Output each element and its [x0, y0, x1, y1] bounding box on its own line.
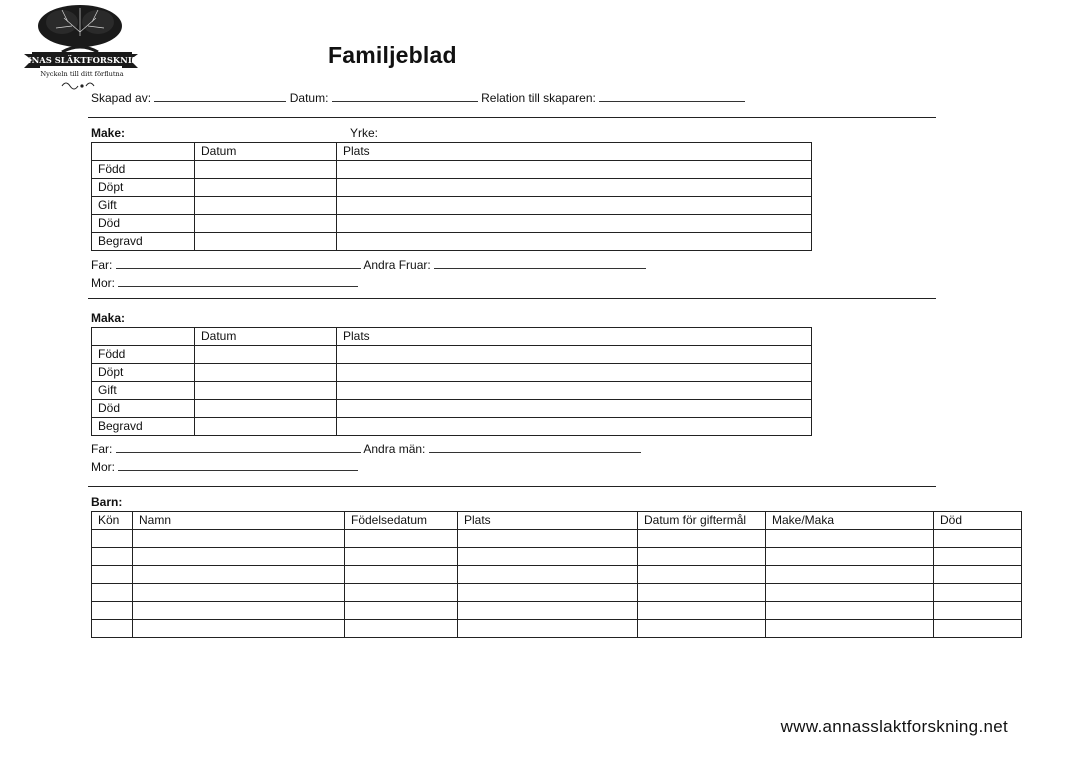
- created-by-field[interactable]: [154, 90, 286, 102]
- row-label: Död: [92, 400, 195, 418]
- place-cell[interactable]: [337, 215, 812, 233]
- table-header-row: [92, 143, 812, 161]
- column-header-kon: Kön: [92, 512, 133, 530]
- column-header-make-maka: Make/Maka: [766, 512, 934, 530]
- cell[interactable]: [934, 566, 1022, 584]
- date-cell[interactable]: [195, 161, 337, 179]
- cell[interactable]: [345, 620, 458, 638]
- cell[interactable]: [458, 548, 638, 566]
- table-row: [92, 620, 1022, 638]
- cell[interactable]: [133, 566, 345, 584]
- logo-name: ANNAS SLÄKTFORSKNING: [22, 55, 142, 65]
- tree-icon: [22, 2, 142, 94]
- cell[interactable]: [638, 548, 766, 566]
- place-cell[interactable]: [337, 161, 812, 179]
- table-row: [92, 566, 1022, 584]
- table-row: [92, 382, 812, 400]
- column-header-plats: Plats: [337, 143, 812, 161]
- table-row: [92, 233, 812, 251]
- father-field[interactable]: [116, 257, 361, 269]
- table-header-row: [92, 328, 812, 346]
- mother-field[interactable]: [118, 275, 358, 287]
- cell[interactable]: [766, 584, 934, 602]
- place-cell[interactable]: [337, 418, 812, 436]
- cell[interactable]: [638, 566, 766, 584]
- divider: [88, 117, 936, 118]
- row-label: Död: [92, 215, 195, 233]
- cell[interactable]: [458, 584, 638, 602]
- table-row: [92, 364, 812, 382]
- cell[interactable]: [638, 602, 766, 620]
- maka-label: Maka:: [91, 311, 126, 325]
- row-label: Gift: [92, 382, 195, 400]
- logo: [22, 2, 142, 94]
- place-cell[interactable]: [337, 346, 812, 364]
- cell[interactable]: [133, 548, 345, 566]
- other-spouses-label: Andra Fruar:: [363, 258, 431, 272]
- cell[interactable]: [345, 548, 458, 566]
- table-row: [92, 418, 812, 436]
- cell[interactable]: [766, 620, 934, 638]
- table-row: [92, 197, 812, 215]
- cell[interactable]: [934, 620, 1022, 638]
- cell[interactable]: [345, 566, 458, 584]
- date-cell[interactable]: [195, 400, 337, 418]
- column-header: [92, 143, 195, 161]
- make-label: Make:: [91, 126, 126, 140]
- cell[interactable]: [92, 584, 133, 602]
- page-title: Familjeblad: [328, 42, 457, 68]
- date-cell[interactable]: [195, 179, 337, 197]
- cell[interactable]: [638, 584, 766, 602]
- row-label: Begravd: [92, 418, 195, 436]
- place-cell[interactable]: [337, 179, 812, 197]
- place-cell[interactable]: [337, 382, 812, 400]
- cell[interactable]: [345, 530, 458, 548]
- table-row: [92, 400, 812, 418]
- cell[interactable]: [92, 620, 133, 638]
- date-cell[interactable]: [195, 197, 337, 215]
- logo-tagline: Nyckeln till ditt förflutna: [40, 70, 124, 78]
- cell[interactable]: [92, 548, 133, 566]
- place-cell[interactable]: [337, 364, 812, 382]
- row-label: Döpt: [92, 179, 195, 197]
- cell[interactable]: [92, 530, 133, 548]
- column-header-namn: Namn: [133, 512, 345, 530]
- cell[interactable]: [766, 566, 934, 584]
- column-header-giftermal: Datum för giftermål: [638, 512, 766, 530]
- father-field[interactable]: [116, 441, 361, 453]
- relation-label: Relation till skaparen:: [481, 91, 596, 105]
- created-by-label: Skapad av:: [91, 91, 152, 105]
- mother-label: Mor:: [91, 460, 115, 474]
- mother-field[interactable]: [118, 459, 358, 471]
- column-header-fodelsedatum: Födelsedatum: [345, 512, 458, 530]
- table-row: [92, 215, 812, 233]
- cell[interactable]: [133, 530, 345, 548]
- cell[interactable]: [92, 566, 133, 584]
- column-header: [92, 328, 195, 346]
- make-father-line: [91, 257, 646, 272]
- relation-field[interactable]: [599, 90, 745, 102]
- table-row: [92, 602, 1022, 620]
- barn-label: Barn:: [91, 495, 123, 509]
- table-header-row: [92, 512, 1022, 530]
- cell[interactable]: [934, 584, 1022, 602]
- cell[interactable]: [458, 602, 638, 620]
- cell[interactable]: [92, 602, 133, 620]
- table-row: [92, 346, 812, 364]
- cell[interactable]: [345, 584, 458, 602]
- cell[interactable]: [766, 548, 934, 566]
- date-cell[interactable]: [195, 364, 337, 382]
- place-cell[interactable]: [337, 233, 812, 251]
- date-cell[interactable]: [195, 215, 337, 233]
- row-label: Gift: [92, 197, 195, 215]
- column-header-plats: Plats: [337, 328, 812, 346]
- website-url: www.annasslaktforskning.net: [780, 717, 1008, 736]
- other-spouses-field[interactable]: [434, 257, 646, 269]
- cell[interactable]: [766, 530, 934, 548]
- maka-table: [91, 327, 812, 436]
- cell[interactable]: [133, 620, 345, 638]
- cell[interactable]: [458, 530, 638, 548]
- cell[interactable]: [934, 548, 1022, 566]
- column-header-dod: Död: [934, 512, 1022, 530]
- father-label: Far:: [91, 442, 113, 456]
- column-header-plats: Plats: [458, 512, 638, 530]
- date-cell[interactable]: [195, 233, 337, 251]
- maka-father-line: [91, 441, 641, 456]
- row-label: Begravd: [92, 233, 195, 251]
- date-cell[interactable]: [195, 418, 337, 436]
- mother-label: Mor:: [91, 276, 115, 290]
- cell[interactable]: [934, 530, 1022, 548]
- other-spouses-label: Andra män:: [363, 442, 426, 456]
- table-row: [92, 584, 1022, 602]
- date-field[interactable]: [332, 90, 478, 102]
- date-label: Datum:: [289, 91, 329, 105]
- occupation-label: Yrke:: [350, 126, 379, 140]
- row-label: Född: [92, 161, 195, 179]
- father-label: Far:: [91, 258, 113, 272]
- header-line: [91, 90, 745, 105]
- date-cell[interactable]: [195, 346, 337, 364]
- divider: [88, 298, 936, 299]
- cell[interactable]: [133, 602, 345, 620]
- row-label: Döpt: [92, 364, 195, 382]
- make-mother-line: [91, 275, 358, 290]
- barn-table: [91, 511, 1022, 638]
- place-cell[interactable]: [337, 197, 812, 215]
- row-label: Född: [92, 346, 195, 364]
- cell[interactable]: [133, 584, 345, 602]
- cell[interactable]: [766, 602, 934, 620]
- make-table: [91, 142, 812, 251]
- maka-mother-line: [91, 459, 358, 474]
- table-row: [92, 179, 812, 197]
- table-row: [92, 548, 1022, 566]
- table-row: [92, 530, 1022, 548]
- cell[interactable]: [638, 620, 766, 638]
- place-cell[interactable]: [337, 400, 812, 418]
- date-cell[interactable]: [195, 382, 337, 400]
- cell[interactable]: [458, 620, 638, 638]
- cell[interactable]: [934, 602, 1022, 620]
- cell[interactable]: [345, 602, 458, 620]
- column-header-datum: Datum: [195, 143, 337, 161]
- divider: [88, 486, 936, 487]
- table-row: [92, 161, 812, 179]
- other-spouses-field[interactable]: [429, 441, 641, 453]
- cell[interactable]: [458, 566, 638, 584]
- cell[interactable]: [638, 530, 766, 548]
- column-header-datum: Datum: [195, 328, 337, 346]
